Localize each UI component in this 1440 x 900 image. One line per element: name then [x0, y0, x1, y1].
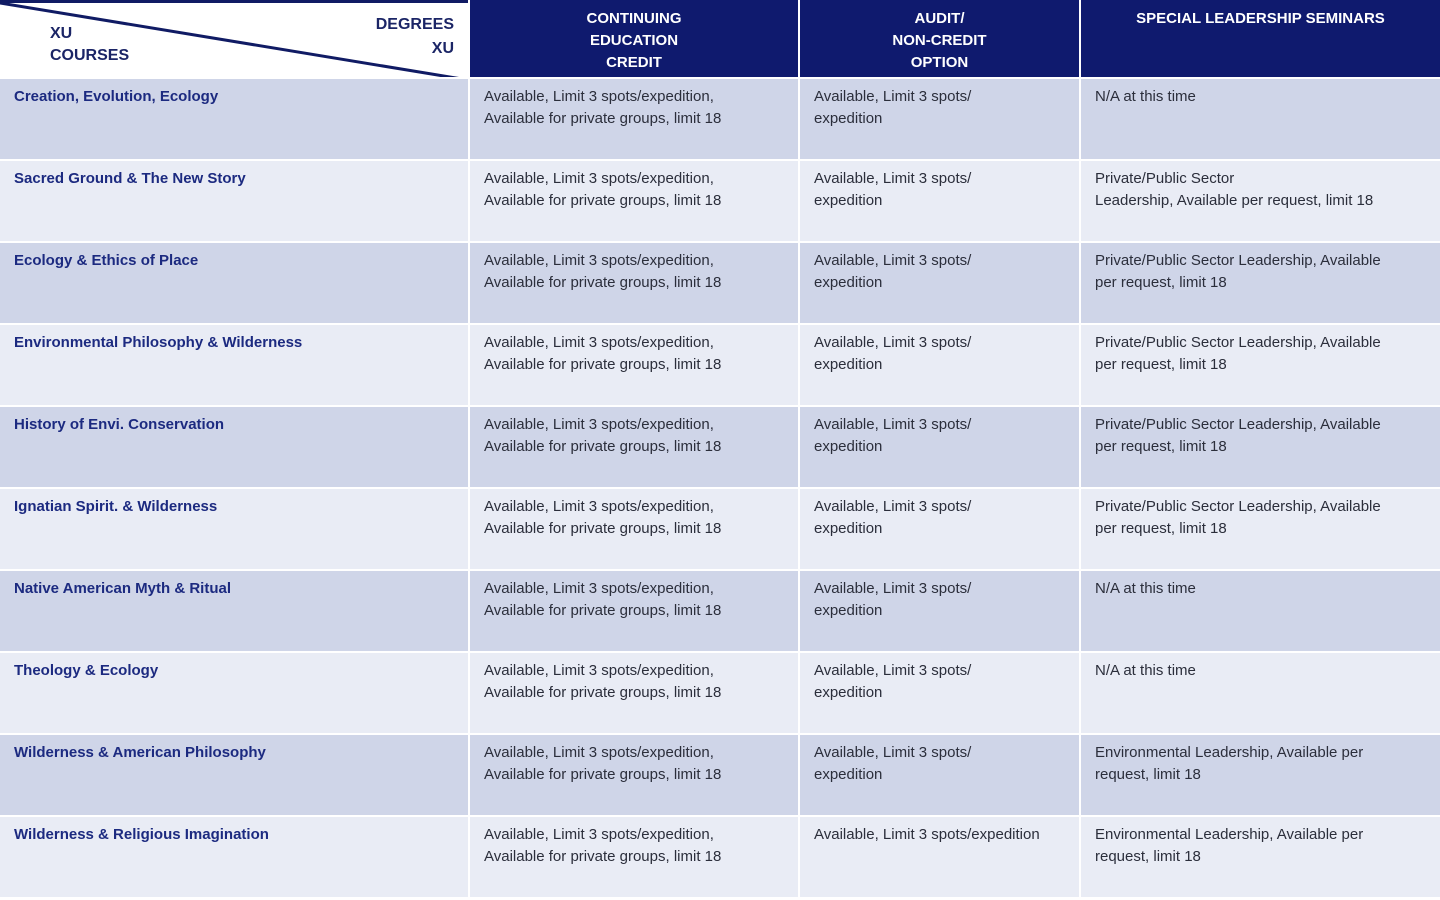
cell-text-line: Available, Limit 3 spots/expedition,: [484, 662, 714, 679]
cell-text-line: Available, Limit 3 spots/expedition,: [484, 826, 714, 843]
cell-text-line: Available, Limit 3 spots/: [814, 662, 972, 679]
cell-text-line: Available, Limit 3 spots/: [814, 498, 972, 515]
cell-text-line: per request, limit 18: [1095, 356, 1227, 373]
cell-text-line: expedition: [814, 274, 883, 291]
audit-option-cell: [800, 489, 1079, 569]
course-name-cell: [0, 653, 468, 733]
cell-text-line: expedition: [814, 684, 883, 701]
continuing-education-cell: [470, 489, 798, 569]
cell-text-line: expedition: [814, 192, 883, 209]
cell-text-line: expedition: [814, 438, 883, 455]
cell-text-line: Available for private groups, limit 18: [484, 192, 722, 209]
continuing-education-cell: [470, 571, 798, 651]
header-line: NON-CREDIT: [892, 32, 987, 49]
course-title: Environmental Philosophy & Wilderness: [14, 334, 303, 351]
leadership-seminar-cell: [1081, 735, 1440, 815]
cell-text-line: request, limit 18: [1095, 766, 1201, 783]
audit-option-cell: [800, 653, 1079, 733]
table-row: [0, 571, 1440, 651]
cell-text-line: Available, Limit 3 spots/expedition,: [484, 498, 714, 515]
leadership-seminar-cell: [1081, 489, 1440, 569]
table-row: [0, 817, 1440, 897]
cell-text-line: Environmental Leadership, Available per: [1095, 744, 1364, 761]
cell-text-line: Available for private groups, limit 18: [484, 848, 722, 865]
continuing-education-cell: [470, 325, 798, 405]
cell-text-line: Available for private groups, limit 18: [484, 520, 722, 537]
cell-text-line: Environmental Leadership, Available per: [1095, 826, 1364, 843]
cell-text-line: expedition: [814, 602, 883, 619]
header-corner-cell: [0, 0, 468, 77]
course-name-cell: [0, 735, 468, 815]
cell-text-line: Available, Limit 3 spots/expedition,: [484, 88, 714, 105]
audit-option-cell: [800, 243, 1079, 323]
cell-text-line: Available, Limit 3 spots/: [814, 334, 972, 351]
cell-text-line: Available for private groups, limit 18: [484, 274, 722, 291]
cell-text-line: Available, Limit 3 spots/expedition,: [484, 580, 714, 597]
course-name-cell: [0, 243, 468, 323]
cell-text-line: per request, limit 18: [1095, 274, 1227, 291]
leadership-seminar-cell: [1081, 571, 1440, 651]
course-title: Wilderness & Religious Imagination: [14, 826, 269, 843]
leadership-seminar-cell: [1081, 407, 1440, 487]
cell-text-line: expedition: [814, 520, 883, 537]
course-name-cell: [0, 79, 468, 159]
audit-option-cell: [800, 735, 1079, 815]
table-row: [0, 325, 1440, 405]
row-header-label: [50, 23, 129, 67]
column-header-line: DEGREES: [375, 16, 454, 33]
cell-text-line: Available, Limit 3 spots/: [814, 580, 972, 597]
cell-text-line: Private/Public Sector Leadership, Available: [1095, 416, 1381, 433]
cell-text-line: Available, Limit 3 spots/: [814, 170, 972, 187]
cell-text-line: Private/Public Sector: [1095, 170, 1235, 187]
header-line: EDUCATION: [589, 32, 679, 49]
cell-text-line: N/A at this time: [1095, 580, 1196, 597]
cell-text-line: Available for private groups, limit 18: [484, 110, 722, 127]
continuing-education-cell: [470, 817, 798, 897]
continuing-education-cell: [470, 161, 798, 241]
course-title: Sacred Ground & The New Story: [14, 170, 246, 187]
cell-text-line: Available, Limit 3 spots/expedition,: [484, 416, 714, 433]
leadership-seminar-cell: [1081, 817, 1440, 897]
course-title: Ignatian Spirit. & Wilderness: [14, 498, 218, 515]
cell-text-line: Available for private groups, limit 18: [484, 602, 722, 619]
cell-text-line: Available for private groups, limit 18: [484, 684, 722, 701]
audit-option-cell: [800, 817, 1079, 897]
course-title: Wilderness & American Philosophy: [14, 744, 266, 761]
course-name-cell: [0, 571, 468, 651]
leadership-seminar-cell: [1081, 243, 1440, 323]
cell-text-line: Private/Public Sector Leadership, Available: [1095, 334, 1381, 351]
course-name-cell: [0, 817, 468, 897]
course-name-cell: [0, 161, 468, 241]
course-name-cell: [0, 407, 468, 487]
table-row: [0, 489, 1440, 569]
header-line: CONTINUING: [586, 10, 682, 27]
column-header-continuing-education-credit: [470, 0, 798, 77]
cell-text-line: expedition: [814, 766, 883, 783]
continuing-education-cell: [470, 243, 798, 323]
cell-text-line: Available, Limit 3 spots/expedition,: [484, 744, 714, 761]
audit-option-cell: [800, 161, 1079, 241]
column-header-label: [376, 13, 454, 61]
header-line: CREDIT: [606, 54, 662, 71]
header-line: OPTION: [910, 54, 969, 71]
cell-text-line: Available for private groups, limit 18: [484, 438, 722, 455]
column-header-special-leadership-seminars: [1081, 0, 1440, 77]
cell-text-line: Available for private groups, limit 18: [484, 766, 722, 783]
column-header-line: XU: [431, 40, 454, 57]
cell-text-line: Available, Limit 3 spots/expedition: [814, 826, 1040, 843]
cell-text-line: Available, Limit 3 spots/expedition,: [484, 170, 714, 187]
course-title: Theology & Ecology: [14, 662, 159, 679]
continuing-education-cell: [470, 735, 798, 815]
course-name-cell: [0, 489, 468, 569]
table-row: [0, 79, 1440, 159]
continuing-education-cell: [470, 79, 798, 159]
leadership-seminar-cell: [1081, 79, 1440, 159]
cell-text-line: Private/Public Sector Leadership, Available: [1095, 252, 1381, 269]
cell-text-line: Available for private groups, limit 18: [484, 356, 722, 373]
cell-text-line: expedition: [814, 110, 883, 127]
table-row: [0, 243, 1440, 323]
continuing-education-cell: [470, 407, 798, 487]
table-row: [0, 653, 1440, 733]
course-title: Creation, Evolution, Ecology: [14, 88, 219, 105]
audit-option-cell: [800, 571, 1079, 651]
cell-text-line: N/A at this time: [1095, 88, 1196, 105]
audit-option-cell: [800, 407, 1079, 487]
course-title: Native American Myth & Ritual: [14, 580, 231, 597]
header-line: AUDIT/: [914, 10, 965, 27]
cell-text-line: N/A at this time: [1095, 662, 1196, 679]
header-line: SPECIAL LEADERSHIP SEMINARS: [1136, 10, 1385, 27]
cell-text-line: Available, Limit 3 spots/: [814, 416, 972, 433]
cell-text-line: Private/Public Sector Leadership, Available: [1095, 498, 1381, 515]
cell-text-line: Available, Limit 3 spots/expedition,: [484, 334, 714, 351]
course-name-cell: [0, 325, 468, 405]
leadership-seminar-cell: [1081, 325, 1440, 405]
cell-text-line: per request, limit 18: [1095, 438, 1227, 455]
continuing-education-cell: [470, 653, 798, 733]
cell-text-line: request, limit 18: [1095, 848, 1201, 865]
course-title: History of Envi. Conservation: [14, 416, 225, 433]
row-header-line: XU: [50, 25, 73, 42]
audit-option-cell: [800, 325, 1079, 405]
cell-text-line: Available, Limit 3 spots/: [814, 88, 972, 105]
table-header-row: [0, 0, 1440, 77]
cell-text-line: Leadership, Available per request, limit 18: [1095, 192, 1374, 209]
cell-text-line: per request, limit 18: [1095, 520, 1227, 537]
row-header-line: COURSES: [50, 47, 130, 64]
audit-option-cell: [800, 79, 1079, 159]
column-header-audit-non-credit-option: [800, 0, 1079, 77]
table-row: [0, 407, 1440, 487]
leadership-seminar-cell: [1081, 653, 1440, 733]
leadership-seminar-cell: [1081, 161, 1440, 241]
cell-text-line: expedition: [814, 356, 883, 373]
cell-text-line: Available, Limit 3 spots/: [814, 744, 972, 761]
cell-text-line: Available, Limit 3 spots/: [814, 252, 972, 269]
cell-text-line: Available, Limit 3 spots/expedition,: [484, 252, 714, 269]
course-title: Ecology & Ethics of Place: [14, 252, 199, 269]
table-row: [0, 735, 1440, 815]
table-row: [0, 161, 1440, 241]
